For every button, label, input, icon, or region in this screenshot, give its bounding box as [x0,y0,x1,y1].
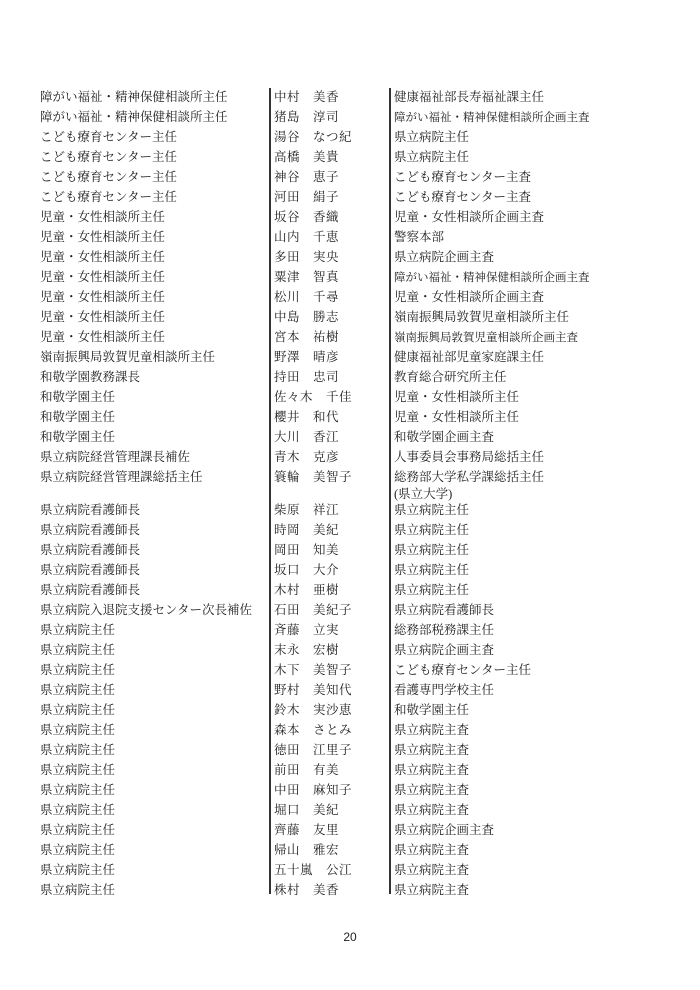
table-row [0,780,700,800]
new-position-cell [394,560,469,580]
table-row [0,267,700,287]
page-number: 20 [343,930,357,944]
person-name: 佐々木 千佳 [274,390,353,404]
new-position: 人事委員会事務局総括主任 [394,450,545,464]
previous-position: こども療育センター主任 [40,190,178,204]
table-row [0,800,700,820]
table-row [0,560,700,580]
person-name: 中村 美香 [274,90,340,104]
person-name: 湯谷 なつ紀 [274,130,353,144]
column-divider [389,88,391,894]
new-position: 県立病院主査 [394,883,470,897]
column-divider [269,88,271,894]
table-row [0,660,700,680]
new-position-cell [394,147,469,167]
previous-position: 児童・女性相談所主任 [40,310,166,324]
new-position: こども療育センター主査 [394,170,532,184]
new-position-cell [394,267,590,288]
new-position-cell [394,720,469,740]
new-position-cell [394,467,544,501]
new-position-cell [394,427,494,447]
table-row [0,600,700,620]
table-row [0,287,700,307]
table-row [0,700,700,720]
person-name: 山内 千恵 [274,230,340,244]
new-position: 和敬学園企画主査 [394,430,495,444]
new-position: 県立病院企画主査 [394,823,495,837]
new-position-cell [394,347,544,367]
new-position-cell [394,87,544,107]
person-name: 野村 美知代 [274,683,353,697]
new-position-note: (県立大学) [394,487,453,501]
table-row [0,427,700,447]
previous-position: 県立病院主任 [40,643,116,657]
new-position: 健康福祉部児童家庭課主任 [394,350,545,364]
table-row [0,760,700,780]
person-name: 高橋 美貴 [274,150,340,164]
person-name: 斉藤 立実 [274,623,340,637]
new-position: 看護専門学校主任 [394,683,495,697]
previous-position: 障がい福祉・精神保健相談所主任 [40,110,228,124]
new-position-cell [394,500,469,520]
new-position-cell [394,307,569,327]
new-position-cell [394,760,469,780]
person-name: 時岡 美紀 [274,523,340,537]
table-row [0,347,700,367]
new-position: 県立病院主任 [394,130,470,144]
table-row [0,467,700,500]
new-position: 児童・女性相談所主任 [394,410,520,424]
person-name: 株村 美香 [274,883,340,897]
person-name: 齊藤 友里 [274,823,340,837]
person-name: 河田 絹子 [274,190,340,204]
person-name: 岡田 知美 [274,543,340,557]
previous-position: 県立病院主任 [40,863,116,877]
person-name: 粟津 智真 [274,270,340,284]
previous-position: 嶺南振興局敦賀児童相談所主任 [40,350,216,364]
person-name: 櫻井 和代 [274,410,340,424]
new-position: こども療育センター主査 [394,190,532,204]
table-row [0,367,700,387]
person-name: 帰山 雅宏 [274,843,340,857]
new-position-cell [394,540,469,560]
person-name: 野澤 晴彦 [274,350,340,364]
new-position-cell [394,407,519,427]
table-row [0,447,700,467]
person-name: 木村 亜樹 [274,583,340,597]
new-position-cell [394,107,590,128]
table-row [0,147,700,167]
new-position: 児童・女性相談所企画主査 [394,210,545,224]
previous-position: 県立病院看護師長 [40,583,141,597]
table-row [0,640,700,660]
previous-position: 和敬学園主任 [40,390,116,404]
new-position-cell [394,600,494,620]
table-row [0,500,700,520]
previous-position: 県立病院看護師長 [40,523,141,537]
new-position: 健康福祉部長寿福祉課主任 [394,90,545,104]
table-row [0,740,700,760]
previous-position: 県立病院主任 [40,723,116,737]
previous-position: 県立病院経営管理課総括主任 [40,470,203,484]
previous-position: こども療育センター主任 [40,150,178,164]
previous-position: 児童・女性相談所主任 [40,270,166,284]
new-position-cell [394,447,544,467]
new-position: 県立病院主査 [394,783,470,797]
person-name: 森本 さとみ [274,723,353,737]
new-position-cell [394,860,469,880]
person-name: 鈴木 実沙恵 [274,703,353,717]
table-row [0,880,700,900]
previous-position: 県立病院主任 [40,743,116,757]
table-row [0,307,700,327]
new-position: 県立病院企画主査 [394,250,495,264]
previous-position: 県立病院経営管理課長補佐 [40,450,191,464]
new-position: 県立病院主任 [394,563,470,577]
new-position-cell [394,620,494,640]
person-name: 猪島 淳司 [274,110,340,124]
new-position-cell [394,187,531,207]
new-position: 県立病院主任 [394,503,470,517]
person-name: 大川 香江 [274,430,340,444]
previous-position: 県立病院主任 [40,683,116,697]
person-name: 多田 実央 [274,250,340,264]
person-name: 中島 勝志 [274,310,340,324]
previous-position: 県立病院主任 [40,783,116,797]
new-position-cell [394,227,444,247]
previous-position: 児童・女性相談所主任 [40,210,166,224]
new-position: 県立病院主査 [394,743,470,757]
table-row [0,107,700,127]
previous-position: 和敬学園教務課長 [40,370,141,384]
new-position-cell [394,880,469,900]
person-name: 持田 忠司 [274,370,340,384]
new-position: 障がい福祉・精神保健相談所企画主査 [394,272,590,284]
new-position-cell [394,840,469,860]
new-position: 警察本部 [394,230,445,244]
previous-position: 児童・女性相談所主任 [40,230,166,244]
previous-position: 児童・女性相談所主任 [40,330,166,344]
new-position: 県立病院主任 [394,583,470,597]
personnel-table [0,87,700,900]
new-position-cell [394,367,507,387]
person-name: 石田 美紀子 [274,603,353,617]
new-position-cell [394,580,469,600]
table-row [0,87,700,107]
new-position-cell [394,640,494,660]
table-row [0,407,700,427]
new-position-cell [394,520,469,540]
new-position: 県立病院主査 [394,803,470,817]
person-name: 簑輪 美智子 [274,470,353,484]
person-name: 徳田 江里子 [274,743,353,757]
table-row [0,540,700,560]
table-row [0,520,700,540]
previous-position: 県立病院入退院支援センター次長補佐 [40,603,253,617]
person-name: 神谷 恵子 [274,170,340,184]
new-position: 県立病院看護師長 [394,603,495,617]
person-name: 前田 有美 [274,763,340,777]
previous-position: 県立病院主任 [40,823,116,837]
new-position: 県立病院主任 [394,543,470,557]
previous-position: 県立病院看護師長 [40,543,141,557]
person-name: 松川 千尋 [274,290,340,304]
table-row [0,247,700,267]
previous-position: 障がい福祉・精神保健相談所主任 [40,90,228,104]
table-row [0,227,700,247]
table-row [0,207,700,227]
new-position-cell [394,207,544,227]
previous-position: 県立病院主任 [40,763,116,777]
previous-position: 県立病院看護師長 [40,503,141,517]
previous-position: こども療育センター主任 [40,130,178,144]
table-row [0,580,700,600]
previous-position: こども療育センター主任 [40,170,178,184]
previous-position: 児童・女性相談所主任 [40,290,166,304]
table-row [0,620,700,640]
new-position: 県立病院主査 [394,763,470,777]
new-position: こども療育センター主任 [394,663,532,677]
new-position: 児童・女性相談所主任 [394,390,520,404]
person-name: 柴原 祥江 [274,503,340,517]
person-name: 五十嵐 公江 [274,863,353,877]
person-name: 宮本 祐樹 [274,330,340,344]
table-row [0,860,700,880]
new-position: 嶺南振興局敦賀児童相談所企画主査 [394,332,578,344]
new-position: 県立病院主査 [394,843,470,857]
new-position-cell [394,387,519,407]
table-row [0,820,700,840]
table-row [0,167,700,187]
new-position-cell [394,780,469,800]
new-position: 県立病院企画主査 [394,643,495,657]
previous-position: 和敬学園主任 [40,430,116,444]
person-name: 坂谷 香織 [274,210,340,224]
previous-position: 県立病院主任 [40,663,116,677]
person-name: 青木 克彦 [274,450,340,464]
person-name: 堀口 美紀 [274,803,340,817]
new-position-cell [394,287,544,307]
new-position-cell [394,167,531,187]
table-row [0,387,700,407]
previous-position: 和敬学園主任 [40,410,116,424]
person-name: 木下 美智子 [274,663,353,677]
previous-position: 県立病院主任 [40,843,116,857]
table-row [0,327,700,347]
person-name: 末永 宏樹 [274,643,340,657]
new-position-cell [394,700,469,720]
new-position: 県立病院主査 [394,723,470,737]
new-position: 県立病院主査 [394,863,470,877]
new-position: 県立病院主任 [394,150,470,164]
previous-position: 県立病院主任 [40,623,116,637]
previous-position: 県立病院主任 [40,703,116,717]
table-row [0,127,700,147]
person-name: 中田 麻知子 [274,783,353,797]
new-position: 障がい福祉・精神保健相談所企画主査 [394,112,590,124]
new-position: 総務部税務課主任 [394,623,495,637]
new-position: 教育総合研究所主任 [394,370,507,384]
new-position-cell [394,247,494,267]
new-position: 県立病院主任 [394,523,470,537]
table-row [0,680,700,700]
previous-position: 児童・女性相談所主任 [40,250,166,264]
new-position-cell [394,327,578,348]
previous-position: 県立病院主任 [40,803,116,817]
table-row [0,187,700,207]
previous-position: 県立病院看護師長 [40,563,141,577]
new-position: 嶺南振興局敦賀児童相談所主任 [394,310,570,324]
previous-position: 県立病院主任 [40,883,116,897]
table-row [0,720,700,740]
new-position: 和敬学園主任 [394,703,470,717]
new-position-cell [394,660,531,680]
new-position-cell [394,680,494,700]
new-position-cell [394,800,469,820]
new-position-cell [394,820,494,840]
new-position-cell [394,127,469,147]
new-position: 児童・女性相談所企画主査 [394,290,545,304]
person-name: 坂口 大介 [274,563,340,577]
table-row [0,840,700,860]
new-position: 総務部大学私学課総括主任 [394,470,545,484]
new-position-cell [394,740,469,760]
